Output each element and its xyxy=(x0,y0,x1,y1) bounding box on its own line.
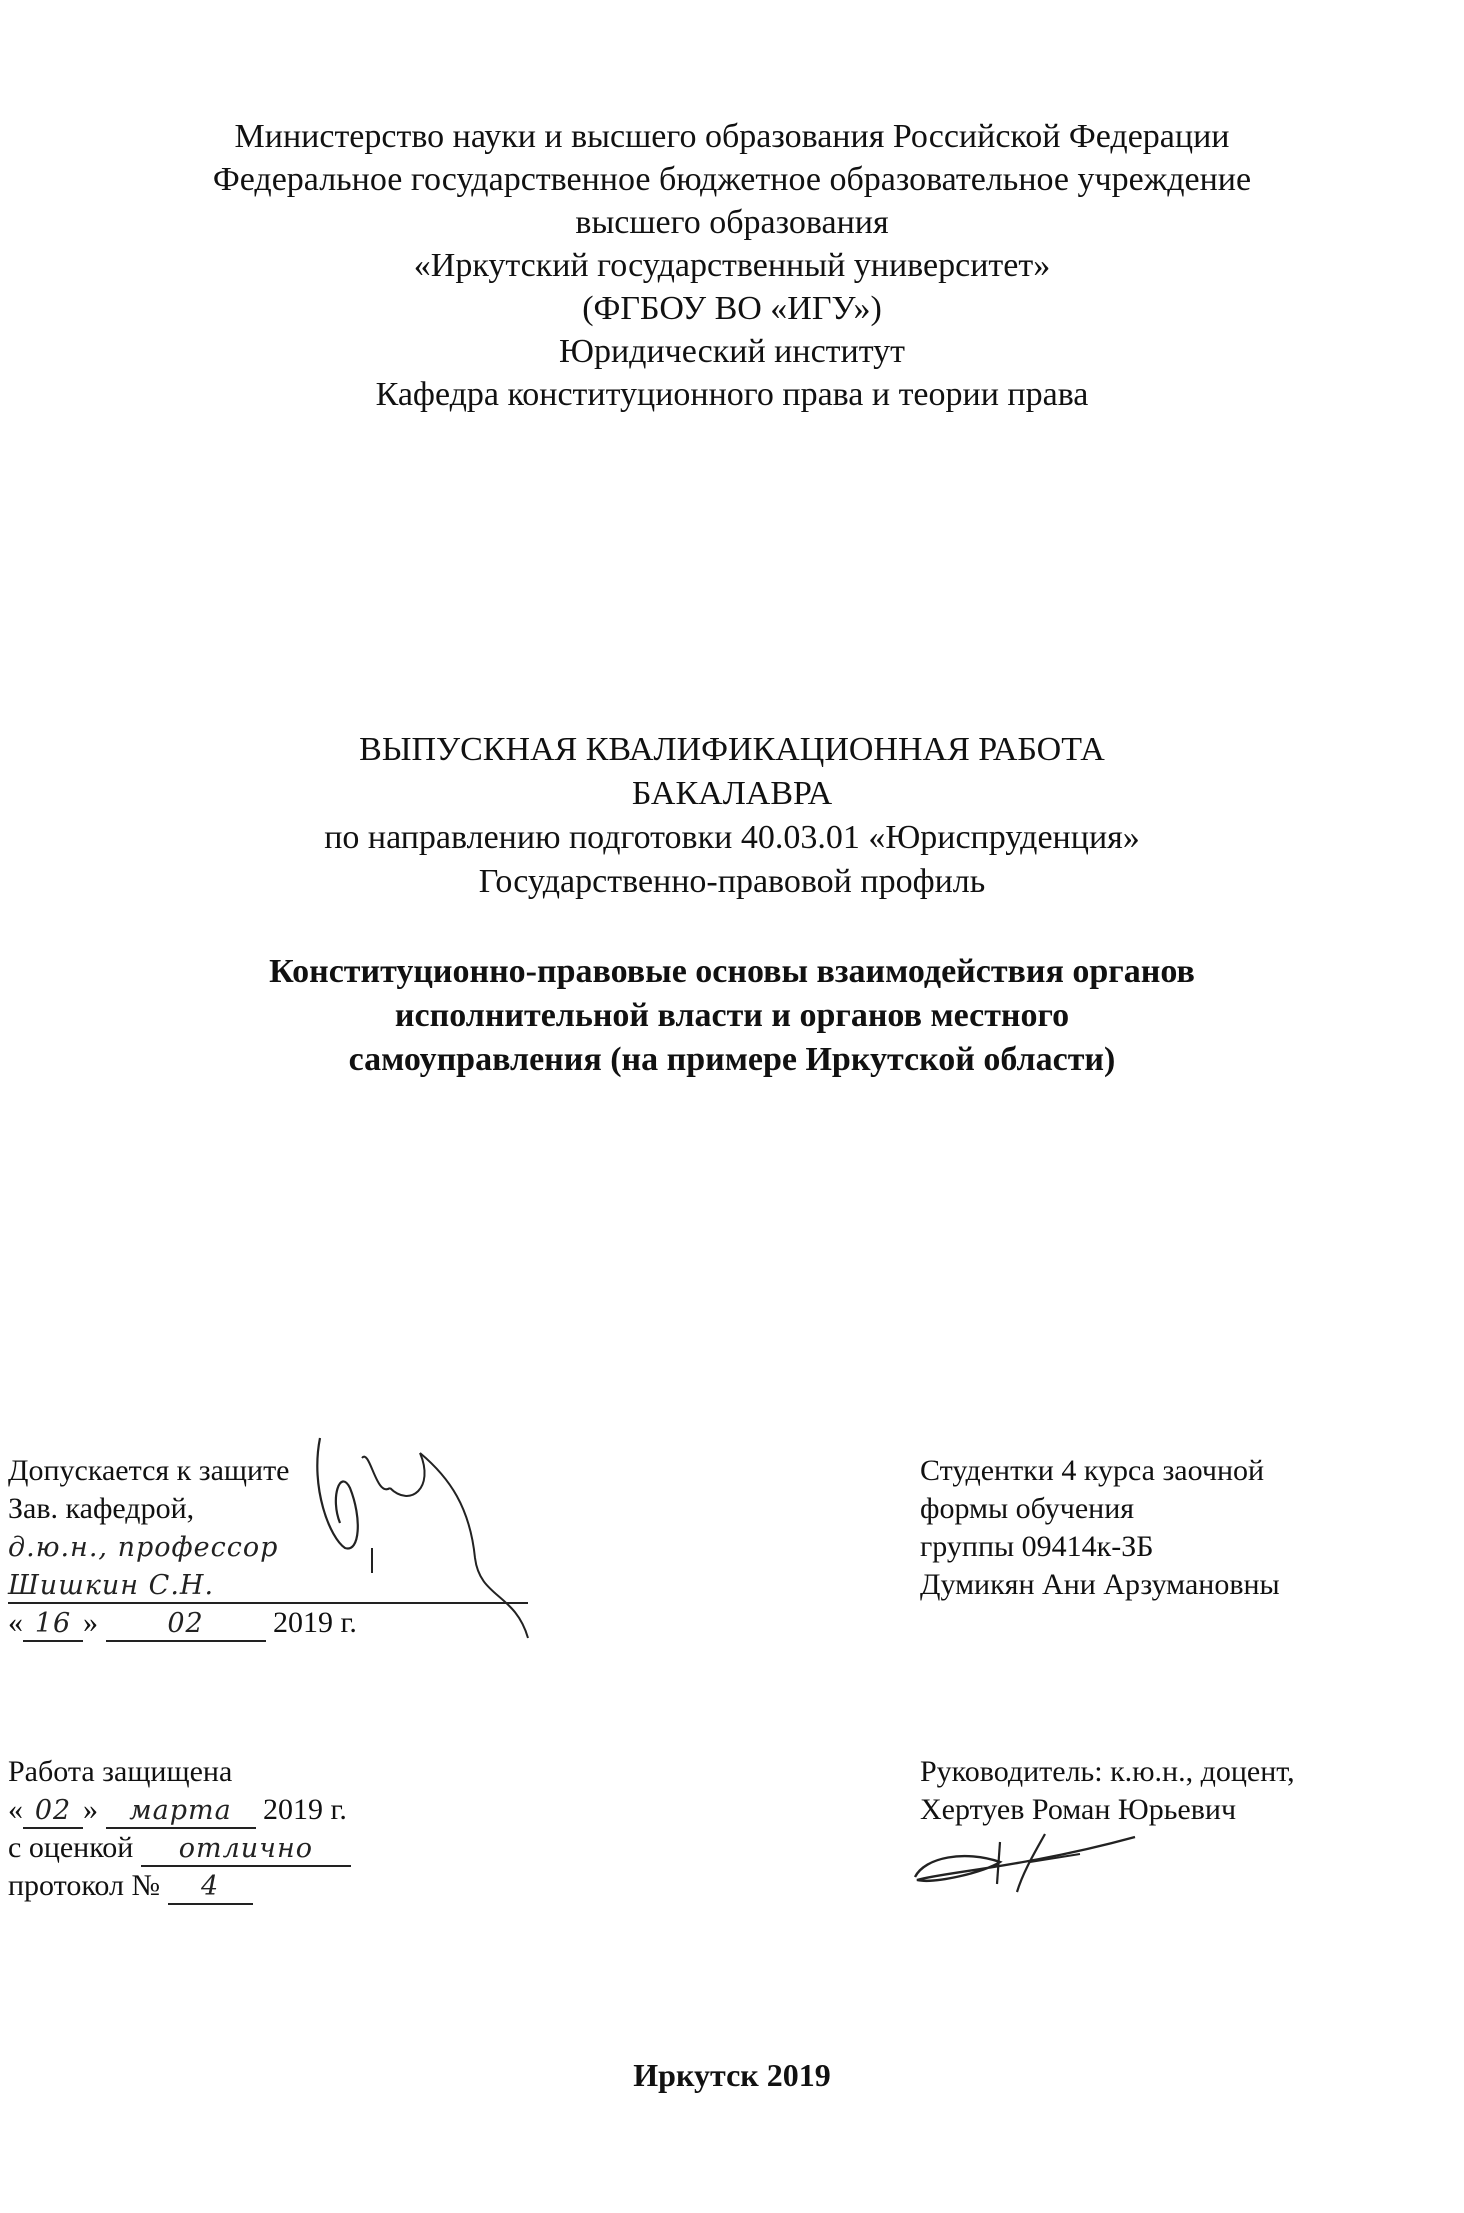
city-year: Иркутск 2019 xyxy=(633,2057,831,2093)
work-type-block xyxy=(0,728,1464,904)
work-type-title: ВЫПУСКНАЯ КВАЛИФИКАЦИОННАЯ РАБОТА xyxy=(359,731,1105,768)
study-profile: Государственно-правовой профиль xyxy=(478,863,986,900)
defense-day: 02 xyxy=(23,1795,83,1829)
student-name: Думикян Ани Арзумановны xyxy=(920,1568,1280,1601)
education-level-line: высшего образования xyxy=(575,204,889,241)
supervisor-block xyxy=(920,1753,1295,1829)
defense-date: « 02 » марта 2019 г. xyxy=(8,1791,351,1829)
protocol-number: 4 xyxy=(168,1871,253,1905)
handwritten-name: Шишкин С.Н. xyxy=(8,1570,528,1604)
supervisor-signature xyxy=(905,1822,1145,1902)
institute-name: Юридический институт xyxy=(559,333,905,370)
admission-year: 2019 г. xyxy=(273,1606,357,1639)
institution-type-line: Федеральное государственное бюджетное образовательное учреждение xyxy=(212,161,1252,198)
admission-month: 02 xyxy=(106,1608,266,1642)
head-signature xyxy=(300,1428,550,1668)
handwritten-title: д.ю.н., профессор xyxy=(8,1532,279,1563)
university-name: «Иркутский государственный университет» xyxy=(413,247,1051,284)
institution-header xyxy=(0,115,1464,416)
work-type-degree: БАКАЛАВРА xyxy=(631,775,833,812)
head-of-department-label: Зав. кафедрой, xyxy=(8,1492,195,1525)
supervisor-name: Хертуев Роман Юрьевич xyxy=(920,1793,1237,1826)
topic-line-3: самоуправления (на примере Иркутской области) xyxy=(348,1041,1116,1078)
student-course: Студентки 4 курса заочной xyxy=(920,1454,1265,1487)
student-block xyxy=(920,1452,1280,1604)
defense-label: Работа защищена xyxy=(8,1755,233,1788)
topic-line-1: Конституционно-правовые основы взаимодействия органов xyxy=(269,953,1195,990)
supervisor-title: Руководитель: к.ю.н., доцент, xyxy=(920,1755,1295,1788)
defense-protocol: протокол № 4 xyxy=(8,1867,351,1905)
admission-label: Допускается к защите xyxy=(8,1454,290,1487)
topic-line-2: исполнительной власти и органов местного xyxy=(394,997,1070,1034)
ministry-line: Министерство науки и высшего образования Российской Федерации xyxy=(234,118,1230,155)
student-group: группы 09414к-ЗБ xyxy=(920,1530,1154,1563)
admission-day: 16 xyxy=(23,1608,83,1642)
study-direction: по направлению подготовки 40.03.01 «Юриспруденция» xyxy=(324,819,1140,856)
admission-date: « 16 » 02 2019 г. xyxy=(8,1604,528,1642)
defense-month: марта xyxy=(106,1795,256,1829)
university-abbr: (ФГБОУ ВО «ИГУ») xyxy=(582,290,882,327)
thesis-topic xyxy=(0,950,1464,1082)
student-study-form: формы обучения xyxy=(920,1492,1135,1525)
defense-grade: с оценкой отлично xyxy=(8,1829,351,1867)
defense-year: 2019 г. xyxy=(263,1793,347,1826)
department-name: Кафедра конституционного права и теории права xyxy=(375,376,1089,413)
defense-block xyxy=(8,1753,351,1905)
grade-value: отлично xyxy=(141,1833,351,1867)
